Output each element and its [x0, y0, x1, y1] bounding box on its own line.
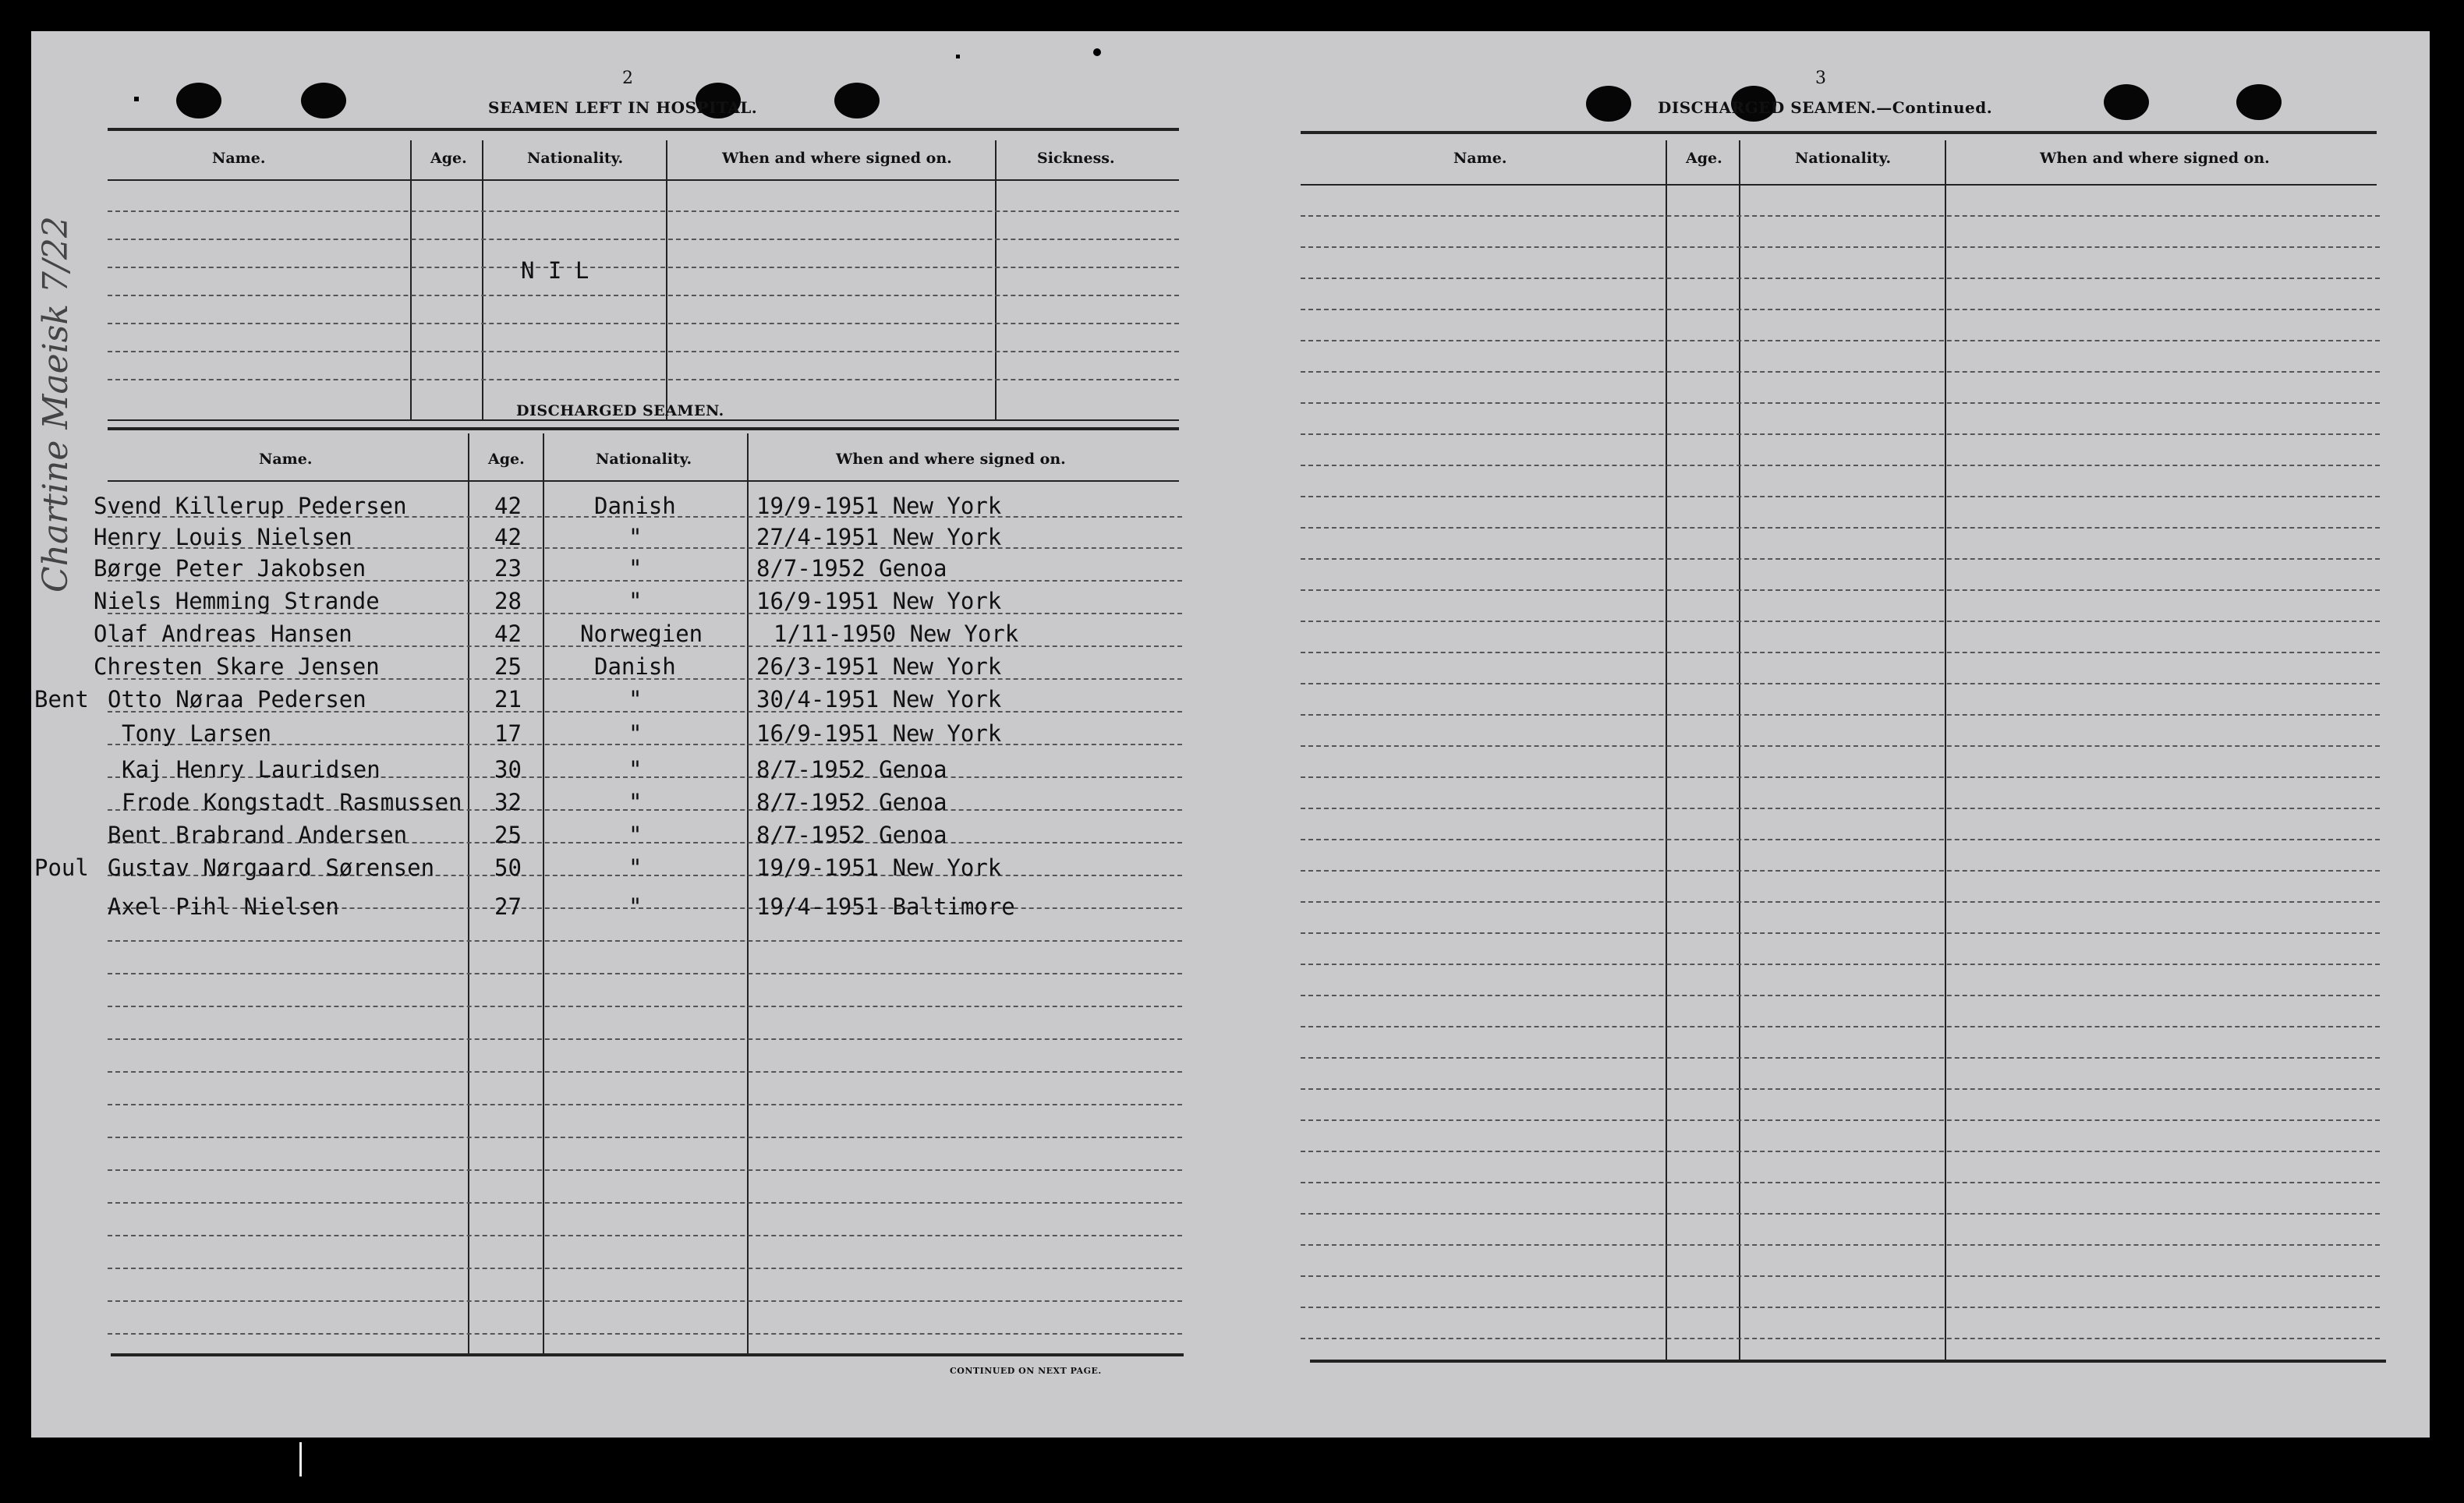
seaman-signed-on: 8/7-1952 Genoa — [756, 789, 947, 815]
punch-hole — [834, 83, 880, 118]
seaman-nationality: Danish — [594, 493, 676, 519]
scan-mark — [956, 55, 960, 58]
seaman-name: Bent Brabrand Andersen — [108, 822, 408, 848]
seaman-age: 27 — [494, 893, 522, 920]
right-header-signed-on: When and where signed on. — [2040, 150, 2270, 167]
seaman-age: 17 — [494, 720, 522, 747]
right-page-number: 3 — [1815, 69, 1826, 88]
hospital-header-name: Name. — [212, 150, 266, 167]
seaman-age: 21 — [494, 686, 522, 713]
hospital-header-signed-on: When and where signed on. — [722, 150, 952, 167]
seaman-age: 42 — [494, 493, 522, 519]
right-header-nationality: Nationality. — [1795, 150, 1892, 167]
seaman-age: 28 — [494, 588, 522, 614]
handwritten-margin-note: Chartine Maeisk 7/22 — [36, 216, 76, 592]
seaman-nationality: " — [628, 524, 643, 550]
hospital-nil-entry: N I L — [521, 257, 589, 284]
hospital-header-nationality: Nationality. — [527, 150, 624, 167]
seaman-signed-on: 19/4-1951 Baltimore — [756, 893, 1015, 920]
seaman-nationality: " — [628, 686, 643, 713]
seaman-name: Tony Larsen — [122, 720, 272, 747]
seaman-age: 30 — [494, 756, 522, 783]
seaman-signed-on: 8/7-1952 Genoa — [756, 756, 947, 783]
punch-hole — [301, 83, 346, 118]
seaman-name-prefix: Bent — [34, 686, 89, 713]
scan-mark — [299, 1442, 302, 1476]
seaman-nationality: " — [628, 720, 643, 747]
seaman-age: 50 — [494, 854, 522, 881]
seaman-signed-on: 26/3-1951 New York — [756, 653, 1002, 680]
seaman-name: Chresten Skare Jensen — [94, 653, 380, 680]
hospital-header-sickness: Sickness. — [1037, 150, 1115, 167]
seaman-signed-on: 1/11-1950 New York — [774, 621, 1019, 647]
seaman-signed-on: 16/9-1951 New York — [756, 720, 1002, 747]
seaman-name: Børge Peter Jakobsen — [94, 555, 366, 582]
seaman-age: 25 — [494, 653, 522, 680]
seaman-name: Kaj Henry Lauridsen — [122, 756, 381, 783]
seaman-signed-on: 27/4-1951 New York — [756, 524, 1002, 550]
punch-hole — [2104, 84, 2149, 120]
left-page-number: 2 — [622, 69, 633, 88]
discharged-section-title: DISCHARGED SEAMEN. — [516, 402, 724, 419]
seaman-age: 25 — [494, 822, 522, 848]
seaman-signed-on: 19/9-1951 New York — [756, 493, 1002, 519]
scan-mark — [134, 97, 139, 101]
seaman-nationality: " — [628, 893, 643, 920]
seaman-age: 42 — [494, 621, 522, 647]
seaman-nationality: " — [628, 822, 643, 848]
seaman-name: Svend Killerup Pedersen — [94, 493, 407, 519]
discharged-header-signed-on: When and where signed on. — [836, 451, 1066, 468]
discharged-header-age: Age. — [488, 451, 525, 468]
seaman-name: Otto Nøraa Pedersen — [108, 686, 366, 713]
seaman-nationality: " — [628, 854, 643, 881]
seaman-name-prefix: Poul — [34, 854, 89, 881]
scan-mark — [1093, 48, 1101, 56]
seaman-nationality: Danish — [594, 653, 676, 680]
seaman-signed-on: 30/4-1951 New York — [756, 686, 1002, 713]
seaman-signed-on: 16/9-1951 New York — [756, 588, 1002, 614]
seaman-age: 23 — [494, 555, 522, 582]
right-header-name: Name. — [1453, 150, 1507, 167]
hospital-section-title: SEAMEN LEFT IN HOSPITAL. — [488, 98, 758, 117]
punch-hole — [2236, 84, 2282, 120]
seaman-name: Henry Louis Nielsen — [94, 524, 352, 550]
hospital-header-age: Age. — [430, 150, 467, 167]
seaman-nationality: Norwegien — [580, 621, 703, 647]
seaman-name: Niels Hemming Strande — [94, 588, 380, 614]
seaman-name: Gustav Nørgaard Sørensen — [108, 854, 435, 881]
punch-hole — [1586, 86, 1631, 122]
document-sheet — [31, 31, 2430, 1438]
seaman-nationality: " — [628, 588, 643, 614]
seaman-signed-on: 19/9-1951 New York — [756, 854, 1002, 881]
discharged-header-nationality: Nationality. — [596, 451, 692, 468]
seaman-signed-on: 8/7-1952 Genoa — [756, 822, 947, 848]
seaman-signed-on: 8/7-1952 Genoa — [756, 555, 947, 582]
seaman-name: Axel Pihl Nielsen — [108, 893, 339, 920]
discharged-header-name: Name. — [259, 451, 313, 468]
right-section-title: DISCHARGED SEAMEN.—Continued. — [1658, 98, 1993, 117]
seaman-nationality: " — [628, 789, 643, 815]
seaman-age: 42 — [494, 524, 522, 550]
continued-note: CONTINUED ON NEXT PAGE. — [950, 1366, 1102, 1376]
seaman-name: Olaf Andreas Hansen — [94, 621, 352, 647]
seaman-nationality: " — [628, 756, 643, 783]
right-header-age: Age. — [1686, 150, 1722, 167]
seaman-nationality: " — [628, 555, 643, 582]
seaman-age: 32 — [494, 789, 522, 815]
seaman-name: Frode Kongstadt Rasmussen — [122, 789, 462, 815]
punch-hole — [176, 83, 221, 118]
